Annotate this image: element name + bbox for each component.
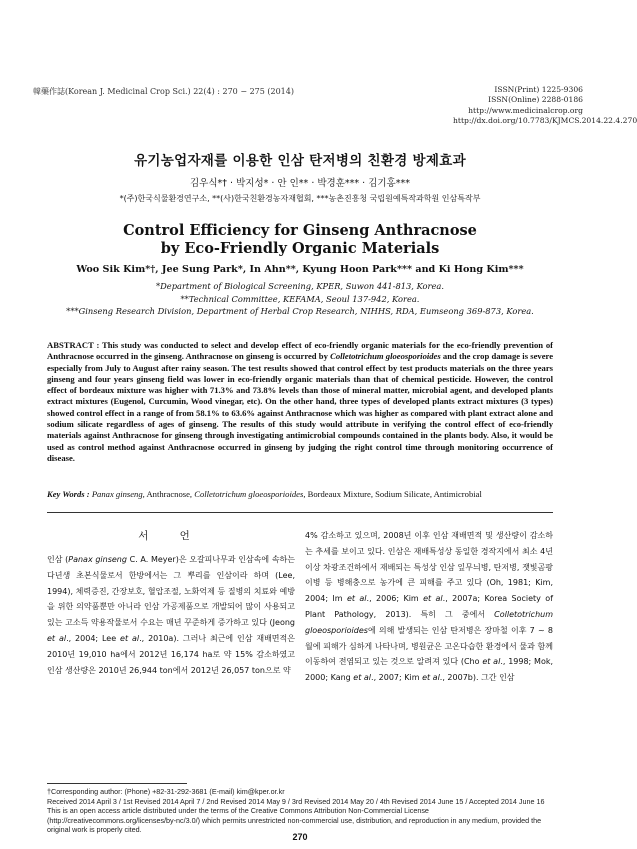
intro-text: ., 2006; Kim xyxy=(366,594,424,604)
journal-identifiers xyxy=(453,85,637,126)
abstract-species: Colletotrichum gloeosporioides xyxy=(330,351,441,362)
keyword-4: , Bordeaux Mixture, Sodium Silicate, Antimicrobial xyxy=(303,489,482,499)
footnote xyxy=(47,787,553,835)
intro-right-column xyxy=(305,528,553,686)
intro-text: 인삼 ( xyxy=(47,555,69,564)
intro-etal: et al xyxy=(422,673,440,683)
english-affiliations xyxy=(0,280,600,318)
intro-left-column xyxy=(47,552,295,678)
intro-etal: et al xyxy=(120,633,140,643)
intro-etal: et al xyxy=(482,657,501,667)
affiliation-1: *Department of Biological Screening, KPER, Suwon 441-813, Korea. xyxy=(156,281,444,291)
issn-online: ISSN(Online) 2288-0186 xyxy=(488,95,583,105)
intro-text: 4% 감소하고 있으며, 2008년 이후 인삼 재배면적 및 생산량이 감소하는 추세를 보이고 있다. 인삼은 재배특성상 동일한 경작지에서 최소 4년 이상 차광조건하에서 재배되는 특성상 인삼 잎무늬병, 탄저병, 잿빛곰팡이병 등 병해충으로 농가에 큰 피해를 주고 있다 (Oh, 1981; Kim, 2004; Im xyxy=(305,531,553,604)
issn-print: ISSN(Print) 1225-9306 xyxy=(494,85,583,94)
abstract-text-2: and the crop damage is severe especially from July to August after rainy season. The test results showed that control effect by test products materials on the three years ginseng and four years ginseng field was lower in eco-friendly organic materials than that of chemical pesticide. However, the control effect of bordeaux mixture was higher with 71.3% and 73.8% levels than those of mineral matter, microbial agent, and developed plants extract mixtures (Eugenol, Curcumin, Wood vinegar, etc). On the other hand, three types of developed plants extract mixtures (3 types) showed control effect in a range of from 58.1% to 63.6% against Anthracnose which was higher as compared with plant extract alone and sodium silicate regardless of ages of ginseng. The results of this study would attribute in verifying the control effect of eco-friendly materials against Anthracnose for ginseng through investigating antimicrobial compounds contained in the plants body. Also, it would be used as control method against Anthracnose occurred in ginseng by judging the right control time through monitoring occurrence of disease. xyxy=(47,351,554,463)
received-dates: Received 2014 April 3 / 1st Revised 2014 April 7 / 2nd Revised 2014 May 9 / 3rd Revised 2014 May 20 / 4th Revised 2014 June 15 / Accepted 2014 June 16 xyxy=(47,796,545,806)
intro-species: Colletotrichum gloeosporioides xyxy=(305,609,553,635)
intro-text: ., 2007b). 그간 인삼 xyxy=(439,673,515,683)
intro-etal: et al xyxy=(353,673,372,683)
intro-text: ., 1998; Mok, 2000; Kang xyxy=(305,657,554,683)
journal-citation: 韓藥作誌(Korean J. Medicinal Crop Sci.) 22(4) : 270 − 275 (2014) xyxy=(33,87,294,96)
english-title-line-1: Control Efficiency for Ginseng Anthracnose xyxy=(123,222,477,239)
journal-url[interactable]: http://www.medicinalcrop.org xyxy=(468,105,583,115)
keyword-1: Panax ginseng xyxy=(91,489,143,499)
section-title-introduction: 서 언 xyxy=(138,530,204,542)
abstract xyxy=(47,340,553,464)
doi-link[interactable]: http://dx.doi.org/10.7783/KJMCS.2014.22.4.270 xyxy=(453,115,637,125)
intro-text: ., 2007a; Korea Society of Plant Pathology, 2013). 특히 그 중에서 xyxy=(305,594,554,619)
footnote-divider xyxy=(47,783,187,784)
english-title-line-2: by Eco-Friendly Organic Materials xyxy=(160,240,440,257)
abstract-label: ABSTRACT : xyxy=(47,340,100,350)
korean-affiliations: *(주)한국식물환경연구소, **(사)한국친환경농자재협회, ***농촌진흥청 국립원예특작과학원 인삼특작부 xyxy=(119,194,481,203)
intro-etal: et al xyxy=(423,594,443,604)
english-authors: Woo Sik Kim*†, Jee Sung Park*, In Ahn**, Kyung Hoon Park*** and Ki Hong Kim*** xyxy=(76,264,524,275)
affiliation-3: ***Ginseng Research Division, Department of Herbal Crop Research, NIHHS, RDA, Eumseong 369-873, Korea. xyxy=(66,306,534,316)
intro-text: ., 2010a). 그러나 최근에 인삼 재배면적은 2010년 19,010 ha에서 2012년 16,174 ha로 약 15% 감소하였고 인삼 생산량은 2010년 26,944 ton에서 2012년 26,057 ton으로 약 xyxy=(47,633,295,675)
intro-text: ., 2004; Lee xyxy=(66,633,121,643)
keyword-3: Colletotrichum gloeosporioides xyxy=(194,489,304,499)
english-title xyxy=(0,222,600,258)
intro-etal: et al xyxy=(346,594,367,604)
keyword-2: , Anthracnose, xyxy=(142,489,195,499)
intro-etal: et al xyxy=(47,633,67,643)
keywords xyxy=(47,489,553,500)
corresponding-author: †Corresponding author: (Phone) +82-31-292-3681 (E-mail) kim@kper.or.kr xyxy=(47,787,285,796)
korean-title: 유기농업자재를 이용한 인삼 탄저병의 친환경 방제효과 xyxy=(134,153,466,169)
keywords-label: Key Words : xyxy=(47,489,90,499)
page-number: 270 xyxy=(292,832,308,842)
abstract-text-1: This study was conducted to select and develop effect of eco-friendly organic materials for the eco-friendly prevention of Anthracnose occurred in the ginseng. Anthracnose on ginseng is occurred by xyxy=(47,340,553,362)
affiliation-2: **Technical Committee, KEFAMA, Seoul 137-942, Korea. xyxy=(180,293,420,304)
intro-text: C. A. Meyer)은 오갈피나무과 인삼속에 속하는 다년생 초본식물로서 한방에서는 그 뿌리를 인삼이라 하며 (Lee, 1994), 체력증진, 간장보호, 혈압조절, 노화억제 등 질병의 치료와 예방을 위한 의약품뿐만 아니라 인삼 가공제품으로 개발되어 많이 사용되고 있는 고소득 약용작물로서 수요는 매년 꾸준하게 증가하고 있다 (Jeong xyxy=(47,555,295,628)
intro-species: Panax ginseng xyxy=(68,555,127,564)
korean-authors: 김우식*† · 박지성* · 안 인** · 박경훈*** · 김기홍*** xyxy=(190,178,410,189)
intro-text: 에 의해 발생되는 인삼 탄저병은 장마철 이후 7 ~ 8월에 피해가 심하게 나타나며, 병원균은 고온다습한 환경에서 물과 함께 이동하여 전염되고 있는 것으로 알려져 있다 (Cho xyxy=(305,625,553,667)
section-divider xyxy=(47,512,553,513)
license-note: This is an open access article distributed under the terms of the Creative Commons Attribution Non-Commercial License (http://creativecommons.org/licenses/by-nc/3.0/) which permits unrestricted non-commercial use, distribution, and reproduction in any medium, provided the original work is properly cited. xyxy=(47,806,542,835)
intro-text: ., 2007; Kim xyxy=(371,673,423,683)
